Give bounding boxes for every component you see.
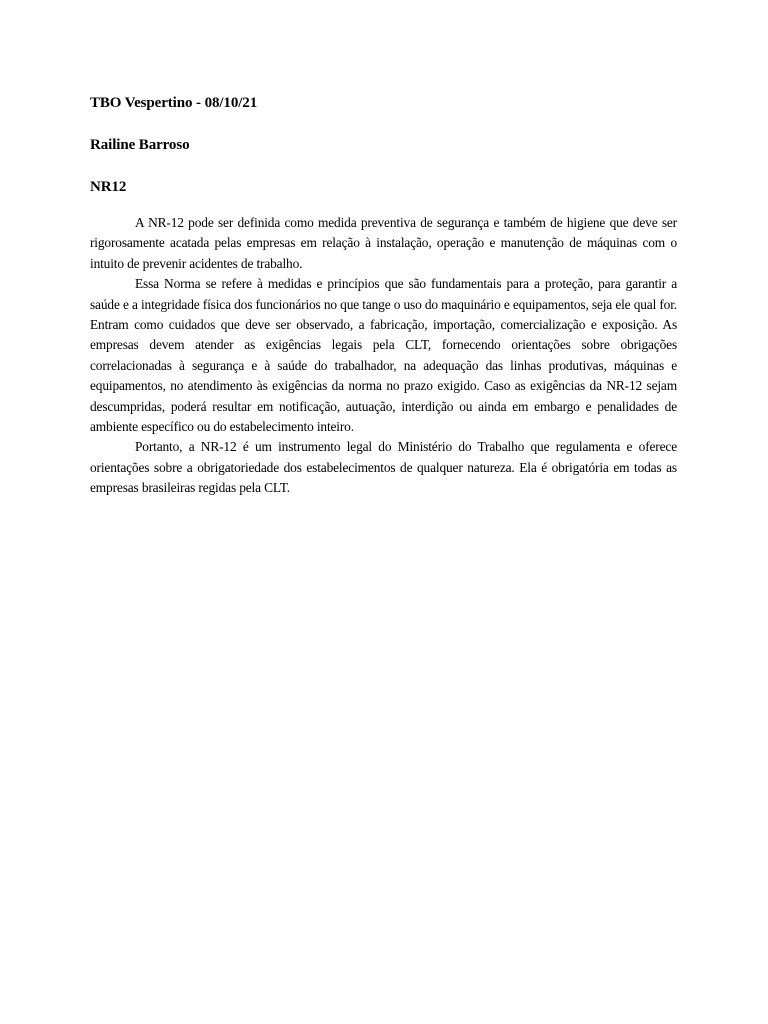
paragraph-norm-principles: Essa Norma se refere à medidas e princípios que são fundamentais para a proteção, para garantir a saúde e a integridade física dos funcionários no que tange o uso do maquinário e equipamentos, seja ele qual for. Entram como cuidados que deve ser observado, a fabricação, importação, comercialização e exposição. As empresas devem atender as exigências legais pela CLT, fornecendo orientações sobre obrigações correlacionadas à segurança e à saúde do trabalhador, na adequação das linhas produtivas, máquinas e equipamentos, no atendimento às exigências da norma no prazo exigido. Caso as exigências da NR-12 sejam descumpridas, poderá resultar em notificação, autuação, interdição ou ainda em embargo e penalidades de ambiente específico ou do estabelecimento inteiro.: [90, 276, 677, 435]
paragraph-conclusion: Portanto, a NR-12 é um instrumento legal do Ministério do Trabalho que regulamenta e oferece orientações sobre a obrigatoriedade dos estabelecimentos de qualquer natureza. Ela é obrigatória em todas as empresas brasileiras regidas pela CLT.: [90, 439, 677, 496]
topic-heading: NR12: [90, 179, 127, 195]
author-heading: Railine Barroso: [90, 137, 190, 153]
document-content: [90, 93, 677, 499]
document-body: [90, 213, 677, 499]
paragraph-intro: A NR-12 pode ser definida como medida preventiva de segurança e também de higiene que deve ser rigorosamente acatada pelas empresas em relação à instalação, operação e manutenção de máquinas com o intuito de prevenir acidentes de trabalho.: [90, 215, 677, 271]
class-date-heading: TBO Vespertino - 08/10/21: [90, 95, 258, 111]
